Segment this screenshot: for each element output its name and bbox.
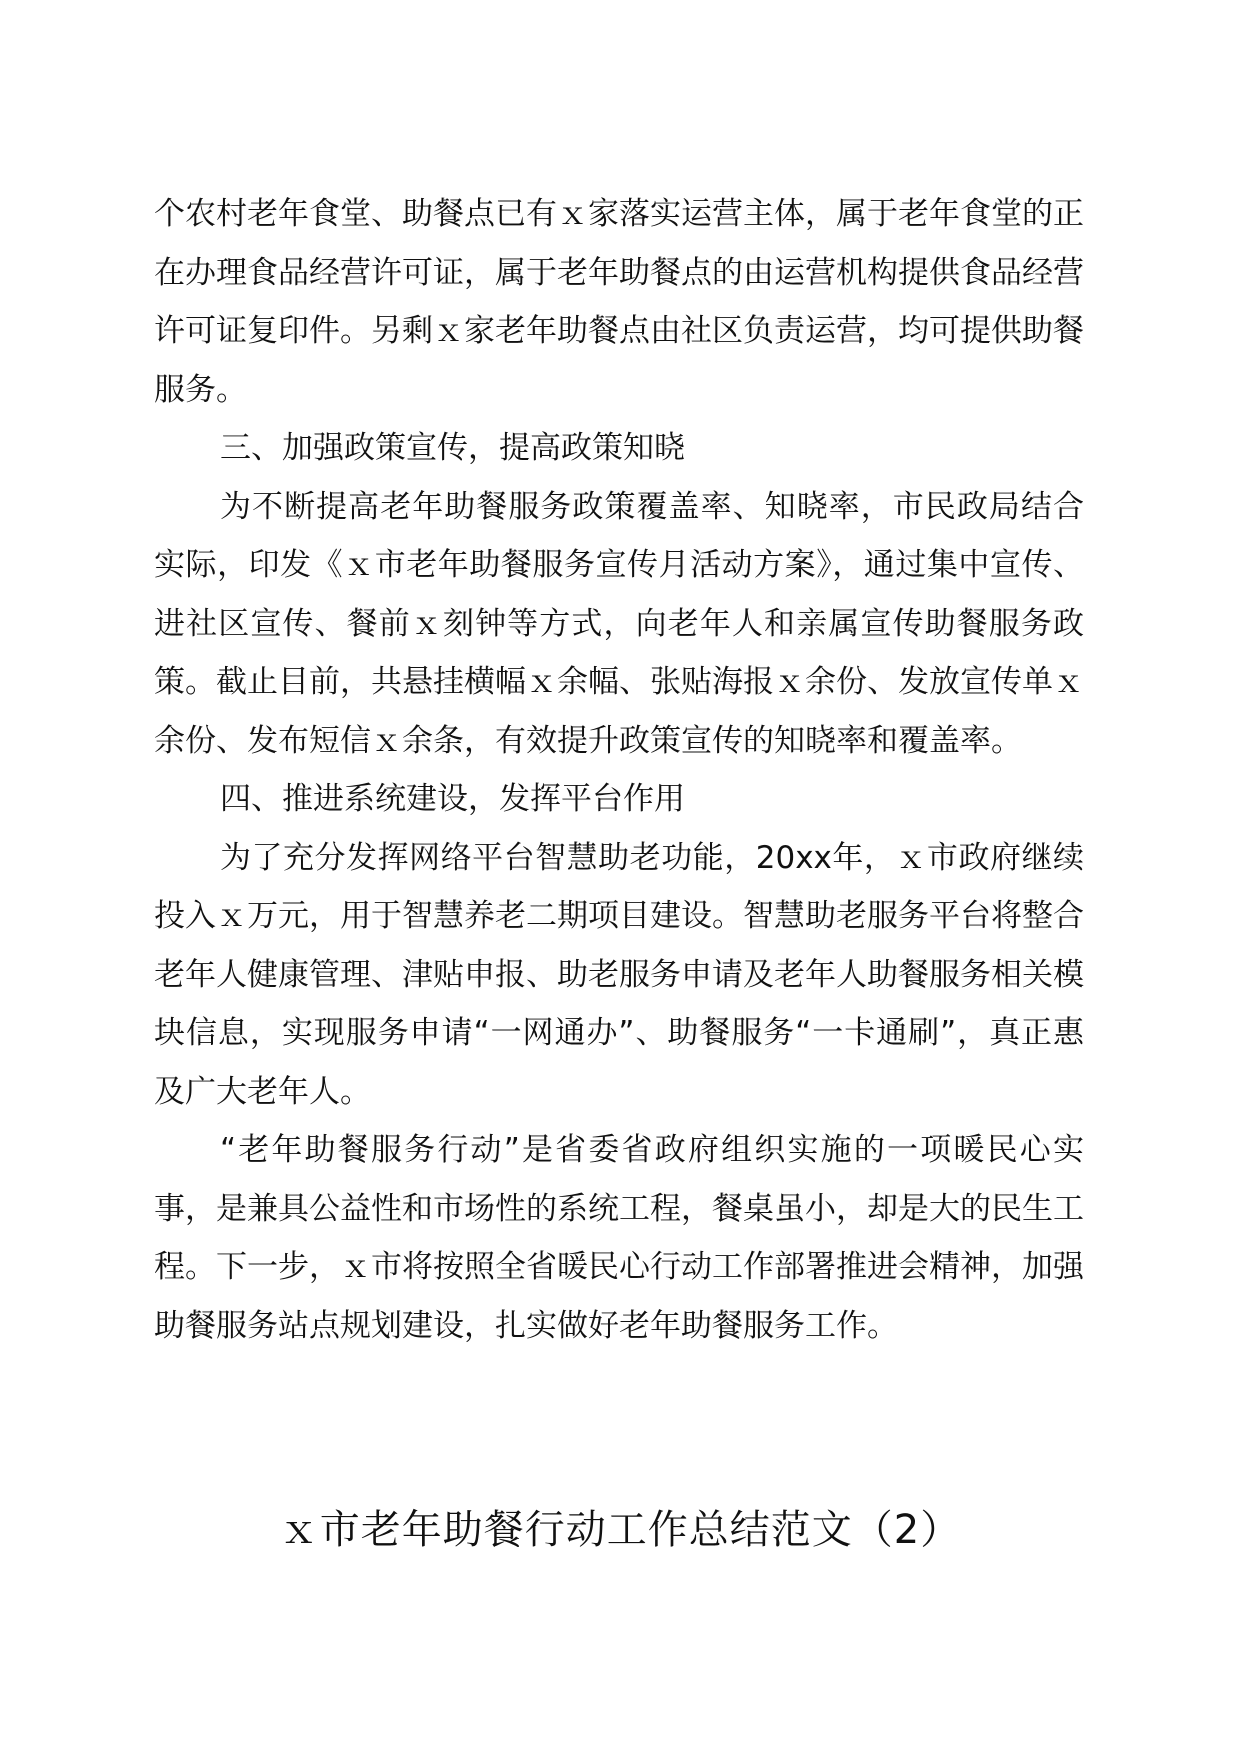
section-heading-4: 四、推进系统建设，发挥平台作用 xyxy=(220,781,685,817)
paragraph-continued: 个农村老年食堂、助餐点已有ｘ家落实运营主体，属于老年食堂的正在办理食品经营许可证，属于老年助餐点的由运营机构提供食品经营许可证复印件。另剩ｘ家老年助餐点由社区负责运营，均可提供助餐服务。 xyxy=(154,196,1084,408)
section-heading-3: 三、加强政策宣传，提高政策知晓 xyxy=(220,430,685,466)
paragraph-policy-promotion: 为不断提高老年助餐服务政策覆盖率、知晓率，市民政局结合实际，印发《ｘ市老年助餐服务宣传月活动方案》，通过集中宣传、进社区宣传、餐前ｘ刻钟等方式，向老年人和亲属宣传助餐服务政策。截止目前，共悬挂横幅ｘ余幅、张贴海报ｘ余份、发放宣传单ｘ余份、发布短信ｘ余条，有效提升政策宣传的知晓率和覆盖率。 xyxy=(154,488,1084,759)
paragraph-system-building: 为了充分发挥网络平台智慧助老功能，20xx年，ｘ市政府继续投入ｘ万元，用于智慧养老二期项目建设。智慧助老服务平台将整合老年人健康管理、津贴申报、助老服务申请及老年人助餐服务相关模块信息，实现服务申请“一网通办”、助餐服务“一卡通刷”，真正惠及广大老年人。 xyxy=(154,839,1084,1110)
document-body xyxy=(154,185,1084,1355)
next-document-title: ｘ市老年助餐行动工作总结范文（2） xyxy=(278,1507,962,1553)
paragraph-conclusion: “老年助餐服务行动”是省委省政府组织实施的一项暖民心实事，是兼具公益性和市场性的系统工程，餐桌虽小，却是大的民生工程。下一步，ｘ市将按照全省暖民心行动工作部署推进会精神，加强助餐服务站点规划建设，扎实做好老年助餐服务工作。 xyxy=(154,1132,1084,1344)
